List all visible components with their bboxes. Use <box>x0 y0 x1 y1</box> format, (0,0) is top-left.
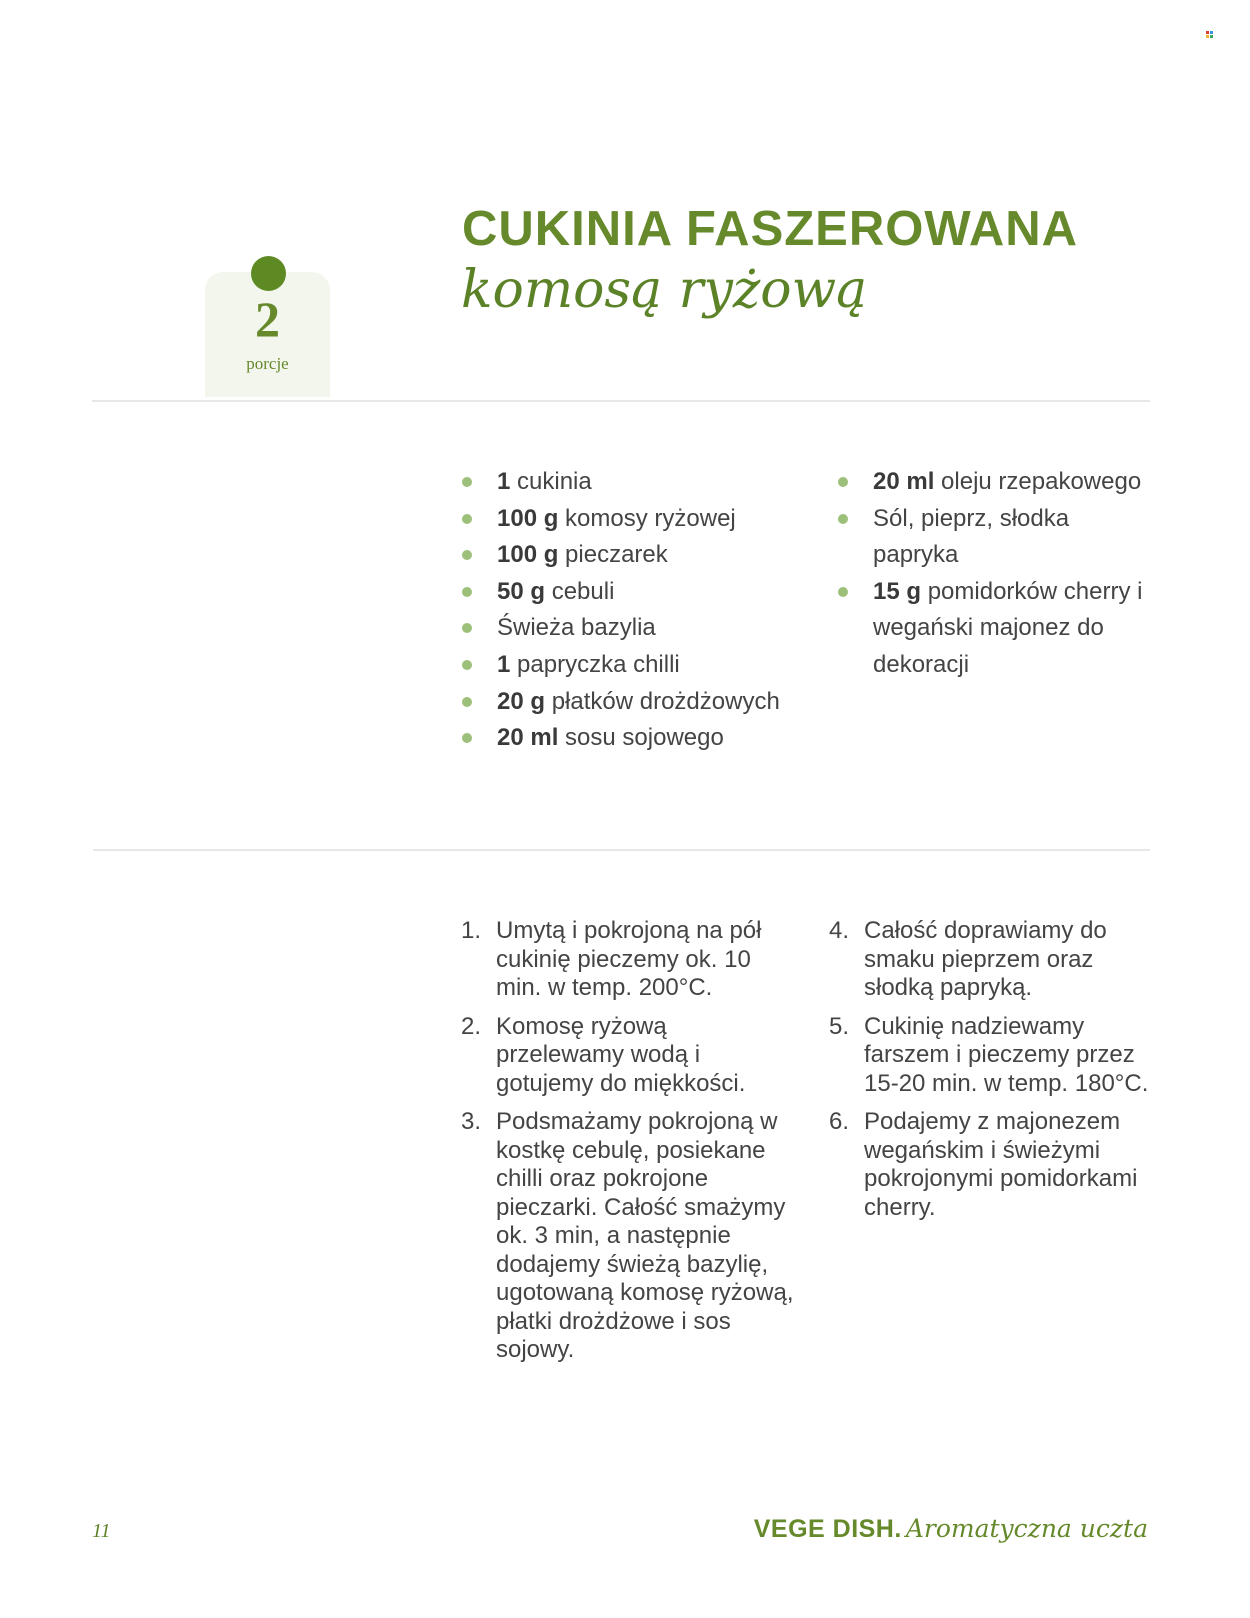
ingredient-item <box>838 501 1158 574</box>
step-item <box>461 1013 801 1099</box>
ingredient-name: oleju rzepakowego <box>941 468 1142 495</box>
ingredient-qty: 20 g <box>497 687 546 715</box>
step-text: Cukinię nadziewamy farszem i pieczemy przez 15-20 min. w temp. 180°C. <box>864 1012 1149 1097</box>
step-item <box>829 1013 1159 1099</box>
divider-middle <box>93 849 1150 851</box>
ingredient-name: sosu sojowego <box>565 724 724 752</box>
step-text: Umytą i pokrojoną na pół cukinię pieczemy ok. 10 min. w temp. 200°C. <box>496 917 762 1001</box>
step-number: 2. <box>461 1012 482 1040</box>
ingredient-item <box>462 684 792 721</box>
servings-label: porcje <box>246 354 289 373</box>
recipe-subtitle: komosą ryżową <box>461 260 868 320</box>
ingredient-name: komosy ryżowej <box>565 504 736 532</box>
footer-brand: VEGE DISH. <box>753 1515 902 1543</box>
ingredient-qty: 50 g <box>497 577 546 605</box>
ingredient-qty: 20 ml <box>873 468 935 495</box>
ingredient-qty: 100 g <box>497 541 559 569</box>
servings-dot-icon <box>251 256 286 291</box>
step-item <box>461 917 801 1003</box>
ingredient-name: cebuli <box>551 577 615 605</box>
step-text: Podajemy z majonezem wegańskim i świeżymi pokrojonymi pomidorkami cherry. <box>864 1108 1138 1221</box>
page-number: 11 <box>92 1520 111 1542</box>
steps-right <box>829 917 1159 1232</box>
ingredient-qty: 1 <box>497 468 511 495</box>
servings-count: 2 <box>255 291 280 347</box>
ingredient-item <box>462 574 792 611</box>
ingredient-item <box>462 647 792 684</box>
ingredient-item <box>462 610 792 647</box>
ingredients-left <box>462 464 792 757</box>
ingredient-name: Świeża bazylia <box>497 614 656 642</box>
ingredient-name: pieczarek <box>565 541 668 569</box>
ingredient-qty: 20 ml <box>497 724 559 752</box>
step-text: Podsmażamy pokrojoną w kostkę cebulę, posiekane chilli oraz pokrojone pieczarki. Całość smażymy ok. 3 min, a następnie dodajemy świeżą bazylię, ugotowaną komosę ryżową, płatki drożdżowe i sos sojowy. <box>496 1108 794 1363</box>
step-number: 3. <box>461 1108 482 1135</box>
step-number: 5. <box>829 1012 850 1040</box>
steps-left <box>461 917 801 1375</box>
step-number: 4. <box>829 917 850 944</box>
divider-top <box>92 400 1150 402</box>
step-text: Komosę ryżową przelewamy wodą i gotujemy do miękkości. <box>496 1012 746 1097</box>
ingredient-name: papryczka chilli <box>517 650 680 678</box>
ingredient-name: cukinia <box>517 468 592 495</box>
ingredient-item <box>462 537 792 574</box>
step-item <box>829 1108 1159 1222</box>
footer-tagline: Aromatyczna uczta <box>905 1514 1148 1543</box>
ingredient-qty: 15 g <box>873 577 922 605</box>
step-item <box>829 917 1159 1003</box>
ingredient-qty: 1 <box>497 650 511 678</box>
ingredients-right <box>838 464 1158 684</box>
step-item <box>461 1108 801 1365</box>
recipe-title: CUKINIA FASZEROWANA <box>462 202 1079 256</box>
ingredient-item <box>462 501 792 538</box>
ingredient-item <box>838 464 1158 501</box>
ingredient-qty: 100 g <box>497 504 559 532</box>
step-text: Całość doprawiamy do smaku pieprzem oraz słodką papryką. <box>864 917 1107 1001</box>
ingredient-name: płatków drożdżowych <box>551 687 780 715</box>
step-number: 1. <box>461 917 482 944</box>
ingredient-item <box>462 720 792 757</box>
step-number: 6. <box>829 1108 850 1135</box>
footer-brand-line <box>754 1514 1148 1544</box>
brand-logo-icon <box>1206 31 1213 38</box>
ingredient-name: Sól, pieprz, słodka papryka <box>873 504 1070 569</box>
ingredient-item <box>462 464 792 501</box>
ingredient-name: pomidorków cherry i wegański majonez do dekoracji <box>873 577 1143 678</box>
ingredient-item <box>838 574 1158 684</box>
